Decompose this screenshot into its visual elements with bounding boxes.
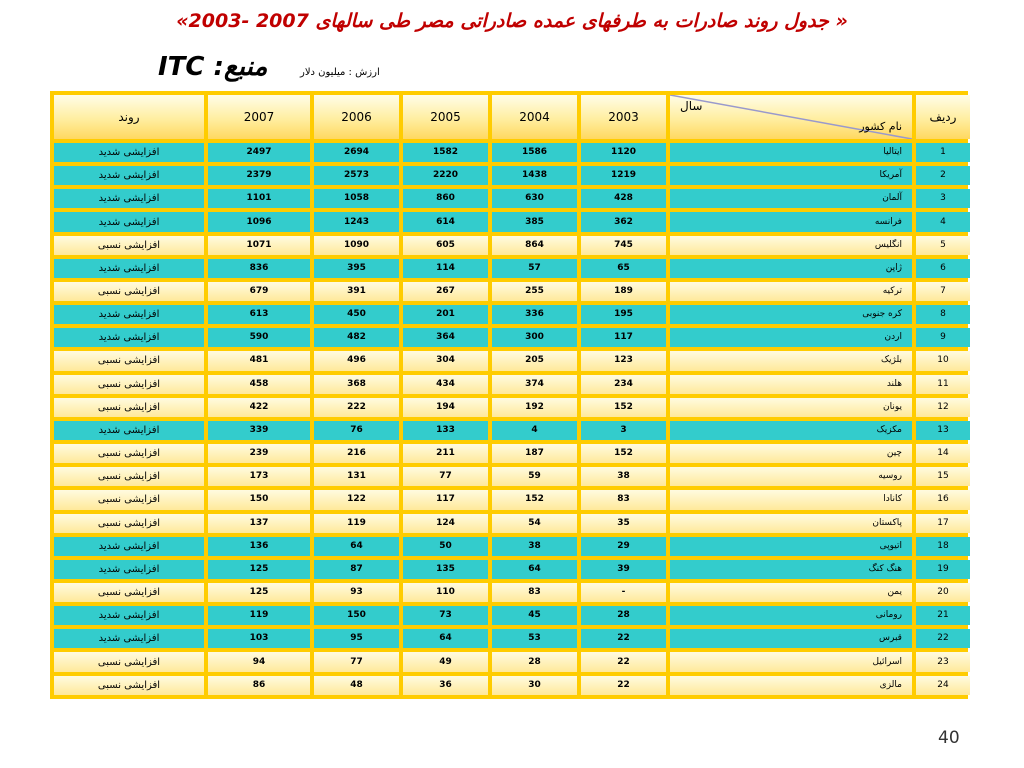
value-2007-cell: 1096: [208, 212, 310, 231]
country-cell: مالزی: [670, 676, 912, 695]
country-cell: کانادا: [670, 490, 912, 509]
value-2005-cell: 434: [403, 375, 488, 394]
table-row: [54, 606, 970, 625]
table-row: [54, 305, 970, 324]
row-number-cell: 7: [916, 282, 970, 301]
value-2006-cell: 95: [314, 629, 399, 648]
country-cell: چین: [670, 444, 912, 463]
row-number-cell: 2: [916, 166, 970, 185]
header-2004: 2004: [492, 95, 577, 139]
country-cell: قبرس: [670, 629, 912, 648]
country-cell: آلمان: [670, 189, 912, 208]
header-2006: 2006: [314, 95, 399, 139]
header-country-year: [670, 95, 912, 139]
value-2005-cell: 267: [403, 282, 488, 301]
value-2007-cell: 173: [208, 467, 310, 486]
value-2007-cell: 481: [208, 351, 310, 370]
value-2006-cell: 1090: [314, 236, 399, 255]
row-number-cell: 15: [916, 467, 970, 486]
table-row: [54, 652, 970, 671]
value-2006-cell: 76: [314, 421, 399, 440]
unit-label: ارزش : میلیون دلار: [300, 67, 380, 78]
table-row: [54, 676, 970, 695]
value-2004-cell: 255: [492, 282, 577, 301]
value-2003-cell: 123: [581, 351, 666, 370]
value-2007-cell: 239: [208, 444, 310, 463]
value-2004-cell: 59: [492, 467, 577, 486]
value-2007-cell: 103: [208, 629, 310, 648]
trend-cell: افزایشی نسبی: [54, 282, 204, 301]
value-2006-cell: 1058: [314, 189, 399, 208]
country-cell: رومانی: [670, 606, 912, 625]
value-2005-cell: 50: [403, 537, 488, 556]
trend-cell: افزایشی شدید: [54, 212, 204, 231]
header-2003: 2003: [581, 95, 666, 139]
value-2007-cell: 458: [208, 375, 310, 394]
value-2006-cell: 48: [314, 676, 399, 695]
value-2006-cell: 150: [314, 606, 399, 625]
value-2003-cell: 1219: [581, 166, 666, 185]
table-row: [54, 328, 970, 347]
value-2004-cell: 630: [492, 189, 577, 208]
value-2003-cell: 3: [581, 421, 666, 440]
table-row: [54, 236, 970, 255]
trend-cell: افزایشی نسبی: [54, 351, 204, 370]
value-2003-cell: 22: [581, 652, 666, 671]
value-2007-cell: 2379: [208, 166, 310, 185]
value-2005-cell: 124: [403, 514, 488, 533]
source-label: منبع: ITC: [158, 52, 268, 82]
value-2004-cell: 192: [492, 398, 577, 417]
table-row: [54, 398, 970, 417]
table-row: [54, 583, 970, 602]
value-2004-cell: 30: [492, 676, 577, 695]
row-number-cell: 11: [916, 375, 970, 394]
value-2006-cell: 87: [314, 560, 399, 579]
trend-cell: افزایشی نسبی: [54, 676, 204, 695]
row-number-cell: 8: [916, 305, 970, 324]
value-2004-cell: 864: [492, 236, 577, 255]
table-body: [54, 143, 970, 695]
country-cell: مکزیک: [670, 421, 912, 440]
header-country: نام کشور: [859, 120, 902, 133]
value-2003-cell: 189: [581, 282, 666, 301]
value-2006-cell: 216: [314, 444, 399, 463]
row-number-cell: 21: [916, 606, 970, 625]
row-number-cell: 18: [916, 537, 970, 556]
value-2005-cell: 133: [403, 421, 488, 440]
value-2005-cell: 201: [403, 305, 488, 324]
value-2003-cell: 745: [581, 236, 666, 255]
value-2003-cell: 152: [581, 398, 666, 417]
value-2003-cell: 35: [581, 514, 666, 533]
value-2004-cell: 4: [492, 421, 577, 440]
value-2005-cell: 211: [403, 444, 488, 463]
country-cell: اردن: [670, 328, 912, 347]
row-number-cell: 22: [916, 629, 970, 648]
row-number-cell: 16: [916, 490, 970, 509]
table-row: [54, 490, 970, 509]
value-2007-cell: 136: [208, 537, 310, 556]
export-table: [50, 91, 974, 699]
value-2005-cell: 114: [403, 259, 488, 278]
table-row: [54, 259, 970, 278]
page-title: « جدول روند صادرات به طرفهای عمده صادراتی مصر طی سالهای 2007 -2003»: [176, 10, 848, 32]
row-number-cell: 20: [916, 583, 970, 602]
country-cell: اتیوپی: [670, 537, 912, 556]
value-2006-cell: 2694: [314, 143, 399, 162]
value-2005-cell: 117: [403, 490, 488, 509]
value-2007-cell: 94: [208, 652, 310, 671]
value-2005-cell: 77: [403, 467, 488, 486]
value-2005-cell: 110: [403, 583, 488, 602]
table-row: [54, 514, 970, 533]
trend-cell: افزایشی شدید: [54, 259, 204, 278]
country-cell: آمریکا: [670, 166, 912, 185]
value-2005-cell: 614: [403, 212, 488, 231]
row-number-cell: 1: [916, 143, 970, 162]
value-2007-cell: 86: [208, 676, 310, 695]
value-2007-cell: 125: [208, 583, 310, 602]
value-2007-cell: 339: [208, 421, 310, 440]
table-row: [54, 189, 970, 208]
table-row: [54, 143, 970, 162]
row-number-cell: 24: [916, 676, 970, 695]
value-2003-cell: 117: [581, 328, 666, 347]
value-2003-cell: 83: [581, 490, 666, 509]
trend-cell: افزایشی شدید: [54, 166, 204, 185]
value-2003-cell: 28: [581, 606, 666, 625]
table-row: [54, 444, 970, 463]
table-row: [54, 375, 970, 394]
header-2007: 2007: [208, 95, 310, 139]
value-2007-cell: 119: [208, 606, 310, 625]
value-2006-cell: 482: [314, 328, 399, 347]
value-2006-cell: 368: [314, 375, 399, 394]
row-number-cell: 5: [916, 236, 970, 255]
value-2003-cell: 22: [581, 676, 666, 695]
value-2004-cell: 187: [492, 444, 577, 463]
value-2006-cell: 395: [314, 259, 399, 278]
value-2005-cell: 135: [403, 560, 488, 579]
table-row: [54, 467, 970, 486]
table-row: [54, 537, 970, 556]
value-2003-cell: 38: [581, 467, 666, 486]
trend-cell: افزایشی شدید: [54, 560, 204, 579]
row-number-cell: 10: [916, 351, 970, 370]
value-2005-cell: 860: [403, 189, 488, 208]
value-2006-cell: 131: [314, 467, 399, 486]
table-row: [54, 560, 970, 579]
value-2004-cell: 57: [492, 259, 577, 278]
value-2006-cell: 1243: [314, 212, 399, 231]
trend-cell: افزایشی نسبی: [54, 652, 204, 671]
value-2005-cell: 605: [403, 236, 488, 255]
value-2003-cell: 234: [581, 375, 666, 394]
trend-cell: افزایشی نسبی: [54, 398, 204, 417]
value-2005-cell: 364: [403, 328, 488, 347]
trend-cell: افزایشی شدید: [54, 421, 204, 440]
value-2006-cell: 77: [314, 652, 399, 671]
trend-cell: افزایشی شدید: [54, 629, 204, 648]
value-2005-cell: 2220: [403, 166, 488, 185]
value-2003-cell: 152: [581, 444, 666, 463]
value-2004-cell: 54: [492, 514, 577, 533]
country-cell: بلژیک: [670, 351, 912, 370]
value-2006-cell: 450: [314, 305, 399, 324]
value-2004-cell: 385: [492, 212, 577, 231]
value-2006-cell: 222: [314, 398, 399, 417]
header-year: سال: [680, 99, 703, 113]
value-2004-cell: 64: [492, 560, 577, 579]
country-cell: فرانسه: [670, 212, 912, 231]
value-2005-cell: 73: [403, 606, 488, 625]
country-cell: روسیه: [670, 467, 912, 486]
value-2004-cell: 336: [492, 305, 577, 324]
value-2007-cell: 590: [208, 328, 310, 347]
row-number-cell: 14: [916, 444, 970, 463]
country-cell: یمن: [670, 583, 912, 602]
value-2007-cell: 150: [208, 490, 310, 509]
country-cell: یونان: [670, 398, 912, 417]
value-2003-cell: 22: [581, 629, 666, 648]
value-2004-cell: 45: [492, 606, 577, 625]
value-2005-cell: 304: [403, 351, 488, 370]
trend-cell: افزایشی شدید: [54, 305, 204, 324]
value-2007-cell: 2497: [208, 143, 310, 162]
value-2004-cell: 374: [492, 375, 577, 394]
table-row: [54, 351, 970, 370]
value-2007-cell: 1071: [208, 236, 310, 255]
value-2005-cell: 36: [403, 676, 488, 695]
export-table-container: [50, 91, 968, 699]
value-2004-cell: 1586: [492, 143, 577, 162]
value-2003-cell: 1120: [581, 143, 666, 162]
country-cell: کره جنوبی: [670, 305, 912, 324]
value-2006-cell: 64: [314, 537, 399, 556]
value-2005-cell: 64: [403, 629, 488, 648]
value-2004-cell: 83: [492, 583, 577, 602]
table-header-row: [54, 95, 970, 139]
value-2003-cell: 39: [581, 560, 666, 579]
value-2006-cell: 496: [314, 351, 399, 370]
table-row: [54, 421, 970, 440]
row-number-cell: 17: [916, 514, 970, 533]
trend-cell: افزایشی نسبی: [54, 375, 204, 394]
country-cell: ژاپن: [670, 259, 912, 278]
value-2003-cell: 362: [581, 212, 666, 231]
trend-cell: افزایشی شدید: [54, 606, 204, 625]
value-2005-cell: 49: [403, 652, 488, 671]
trend-cell: افزایشی نسبی: [54, 490, 204, 509]
trend-cell: افزایشی نسبی: [54, 444, 204, 463]
row-number-cell: 3: [916, 189, 970, 208]
row-number-cell: 23: [916, 652, 970, 671]
value-2004-cell: 300: [492, 328, 577, 347]
trend-cell: افزایشی نسبی: [54, 467, 204, 486]
value-2006-cell: 391: [314, 282, 399, 301]
row-number-cell: 19: [916, 560, 970, 579]
value-2004-cell: 205: [492, 351, 577, 370]
value-2004-cell: 28: [492, 652, 577, 671]
trend-cell: افزایشی شدید: [54, 189, 204, 208]
value-2004-cell: 53: [492, 629, 577, 648]
value-2006-cell: 2573: [314, 166, 399, 185]
country-cell: اسرائیل: [670, 652, 912, 671]
header-2005: 2005: [403, 95, 488, 139]
value-2007-cell: 679: [208, 282, 310, 301]
header-rownum: ردیف: [916, 95, 970, 139]
value-2003-cell: 195: [581, 305, 666, 324]
value-2003-cell: 428: [581, 189, 666, 208]
row-number-cell: 12: [916, 398, 970, 417]
value-2006-cell: 93: [314, 583, 399, 602]
country-cell: انگلیس: [670, 236, 912, 255]
country-cell: هلند: [670, 375, 912, 394]
value-2004-cell: 1438: [492, 166, 577, 185]
row-number-cell: 6: [916, 259, 970, 278]
table-row: [54, 212, 970, 231]
trend-cell: افزایشی شدید: [54, 328, 204, 347]
table-row: [54, 282, 970, 301]
value-2007-cell: 422: [208, 398, 310, 417]
row-number-cell: 4: [916, 212, 970, 231]
header-trend: روند: [54, 95, 204, 139]
value-2004-cell: 152: [492, 490, 577, 509]
country-cell: هنگ کنگ: [670, 560, 912, 579]
value-2003-cell: -: [581, 583, 666, 602]
table-row: [54, 166, 970, 185]
table-row: [54, 629, 970, 648]
trend-cell: افزایشی شدید: [54, 143, 204, 162]
country-cell: ایتالیا: [670, 143, 912, 162]
value-2007-cell: 137: [208, 514, 310, 533]
value-2006-cell: 119: [314, 514, 399, 533]
value-2003-cell: 29: [581, 537, 666, 556]
trend-cell: افزایشی نسبی: [54, 583, 204, 602]
value-2006-cell: 122: [314, 490, 399, 509]
value-2005-cell: 194: [403, 398, 488, 417]
value-2007-cell: 836: [208, 259, 310, 278]
page-number: 40: [938, 728, 960, 748]
trend-cell: افزایشی شدید: [54, 537, 204, 556]
value-2007-cell: 1101: [208, 189, 310, 208]
value-2003-cell: 65: [581, 259, 666, 278]
value-2005-cell: 1582: [403, 143, 488, 162]
trend-cell: افزایشی نسبی: [54, 236, 204, 255]
value-2004-cell: 38: [492, 537, 577, 556]
row-number-cell: 9: [916, 328, 970, 347]
value-2007-cell: 125: [208, 560, 310, 579]
row-number-cell: 13: [916, 421, 970, 440]
trend-cell: افزایشی نسبی: [54, 514, 204, 533]
value-2007-cell: 613: [208, 305, 310, 324]
country-cell: پاکستان: [670, 514, 912, 533]
country-cell: ترکیه: [670, 282, 912, 301]
